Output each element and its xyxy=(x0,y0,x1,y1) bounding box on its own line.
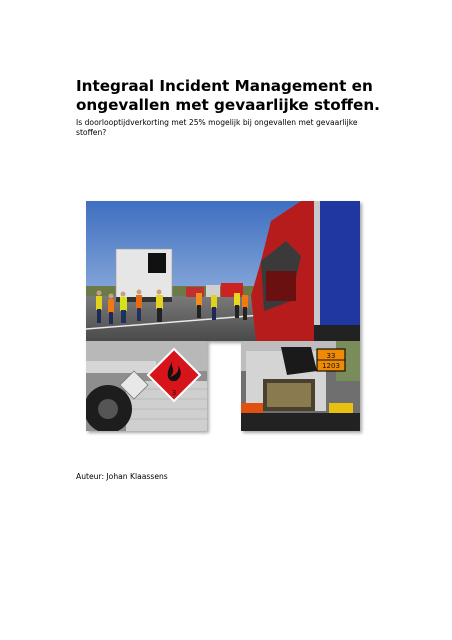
hazard-class-number: 3 xyxy=(171,389,177,397)
placard-un-number: 1203 xyxy=(322,362,340,370)
document-author: Auteur: Johan Klaassens xyxy=(76,472,168,481)
placard-hazard-number: 33 xyxy=(326,352,336,360)
document-title: Integraal Incident Management en ongevallen met gevaarlijke stoffen. xyxy=(76,77,380,114)
document-subtitle: Is doorlooptijdverkorting met 25% mogelijk bij ongevallen met gevaarlijke stoffen? xyxy=(76,118,358,137)
accident-scene-photo xyxy=(86,201,360,341)
un-placard-icon xyxy=(317,349,345,371)
tanker-placard-photo xyxy=(241,341,360,431)
hazard-label-photo xyxy=(86,341,207,431)
